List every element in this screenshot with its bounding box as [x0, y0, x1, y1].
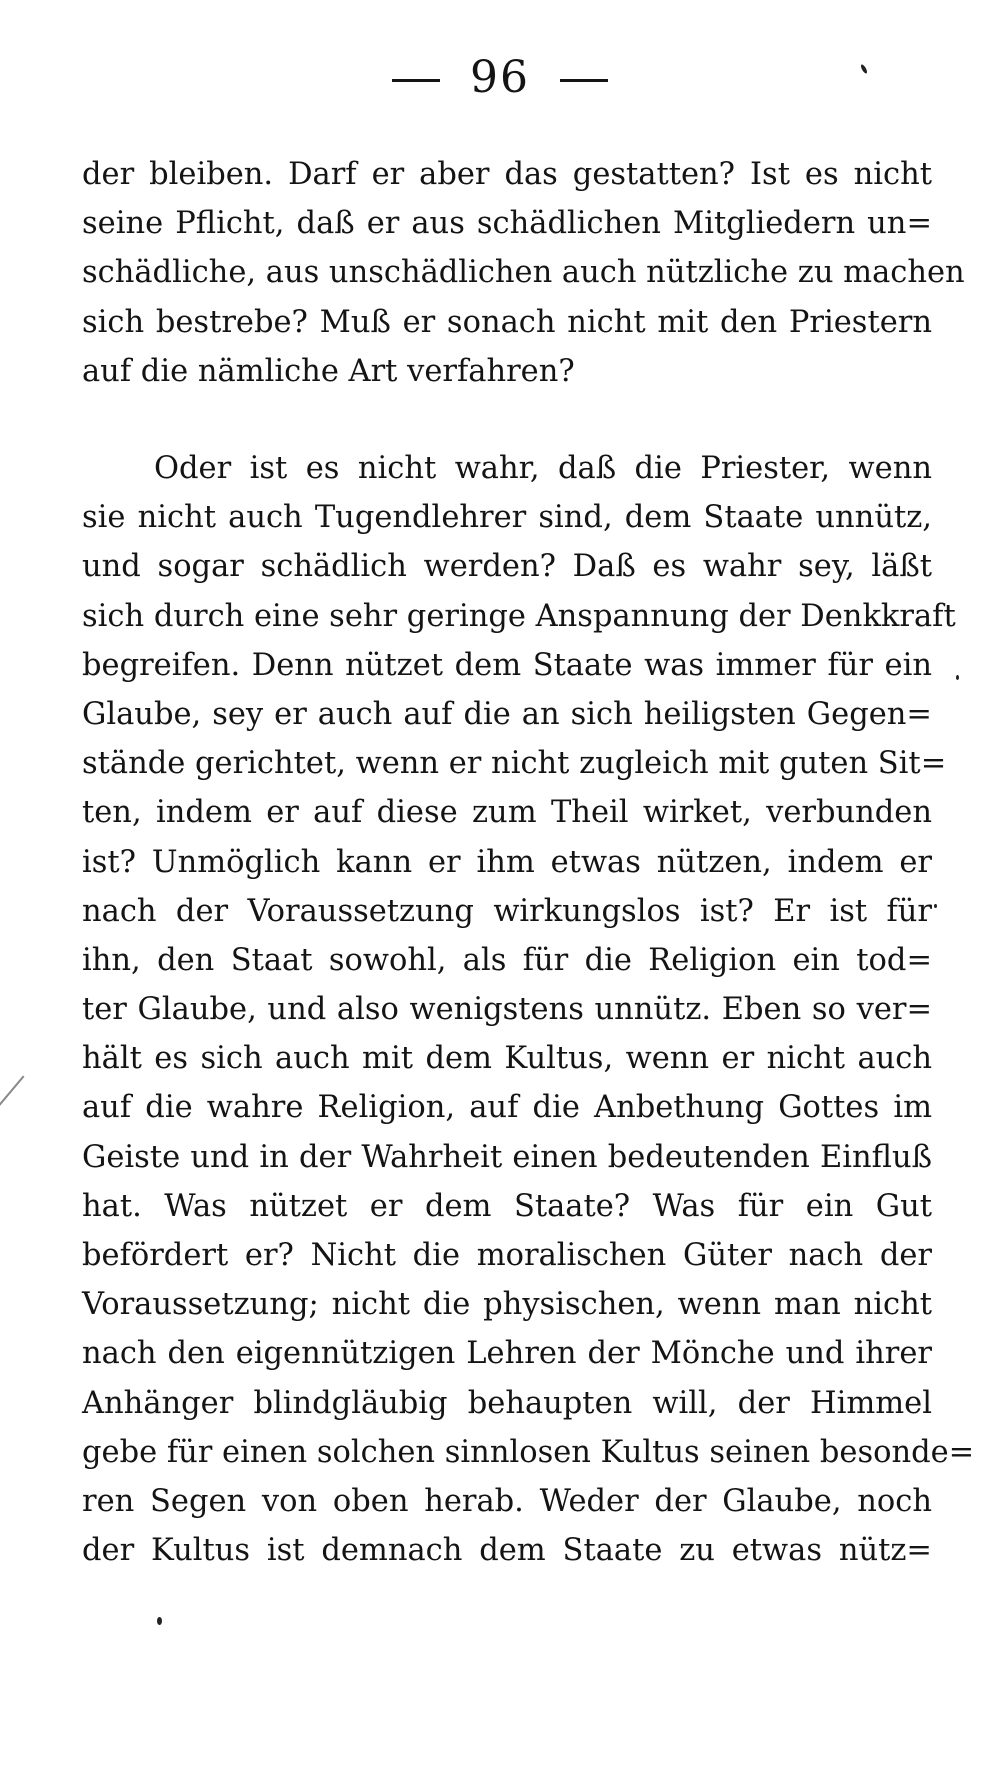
text-line: nach der Voraussetzung wirkungslos ist? Er ist für: [82, 893, 932, 929]
scan-stroke: [0, 1075, 24, 1116]
text-line: sich bestrebe? Muß er sonach nicht mit den Priestern: [82, 304, 932, 340]
text-line: Glaube, sey er auch auf die an sich heiligsten Gegen=: [82, 696, 932, 732]
text-line: ist? Unmöglich kann er ihm etwas nützen, indem er: [82, 844, 932, 880]
page-number-dash-right: [560, 79, 608, 82]
text-line: schädliche, aus unschädlichen auch nützliche zu machen: [82, 255, 965, 291]
text-line: ihn, den Staat sowohl, als für die Religion ein tod=: [82, 942, 932, 978]
text-line: und sogar schädlich werden? Daß es wahr sey, läßt: [82, 549, 932, 585]
text-line: Anhänger blindgläubig behaupten will, der Himmel: [82, 1385, 932, 1421]
text-line: der bleiben. Darf er aber das gestatten? Ist es nicht: [82, 157, 932, 192]
page-number-dash-left: [392, 79, 440, 82]
page-number: [0, 52, 1000, 103]
text-line: der Kultus ist demnach dem Staate zu etwas nütz=: [82, 1533, 932, 1569]
paragraph-2: [82, 444, 975, 1575]
text-line: stände gerichtet, wenn er nicht zugleich mit guten Sit=: [82, 746, 947, 782]
text-line: ten, indem er auf diese zum Theil wirket, verbunden: [82, 795, 932, 831]
text-line: ter Glaube, und also wenigstens unnütz. Eben so ver=: [82, 992, 932, 1028]
text-line: hat. Was nützet er dem Staate? Was für ein Gut: [82, 1188, 932, 1224]
text-line: ren Segen von oben herab. Weder der Glaube, noch: [82, 1483, 932, 1519]
text-line: hält es sich auch mit dem Kultus, wenn er nicht auch: [82, 1041, 932, 1077]
text-line: Oder ist es nicht wahr, daß die Priester, wenn: [154, 451, 932, 486]
scan-speck: [934, 904, 937, 908]
text-line: auf die nämliche Art verfahren?: [82, 353, 575, 389]
scan-speck: [157, 1617, 162, 1625]
page-number-value: 96: [470, 52, 530, 103]
text-line: sie nicht auch Tugendlehrer sind, dem Staate unnütz,: [82, 500, 932, 536]
text-line: auf die wahre Religion, auf die Anbethung Gottes im: [82, 1090, 932, 1126]
text-line: seine Pflicht, daß er aus schädlichen Mitgliedern un=: [82, 206, 932, 242]
text-line: befördert er? Nicht die moralischen Güter nach der: [82, 1238, 932, 1273]
text-line: begreifen. Denn nützet dem Staate was immer für ein: [82, 647, 932, 683]
text-line: nach den eigennützigen Lehren der Mönche und ihrer: [82, 1336, 932, 1372]
text-line: Geiste und in der Wahrheit einen bedeutenden Einfluß: [82, 1139, 932, 1175]
text-line: Voraussetzung; nicht die physischen, wenn man nicht: [82, 1287, 932, 1323]
scan-speck: [956, 675, 959, 680]
text-line: sich durch eine sehr geringe Anspannung der Denkkraft: [82, 598, 956, 634]
paragraph-1: [82, 150, 965, 396]
text-line: gebe für einen solchen sinnlosen Kultus seinen besonde=: [82, 1434, 975, 1470]
